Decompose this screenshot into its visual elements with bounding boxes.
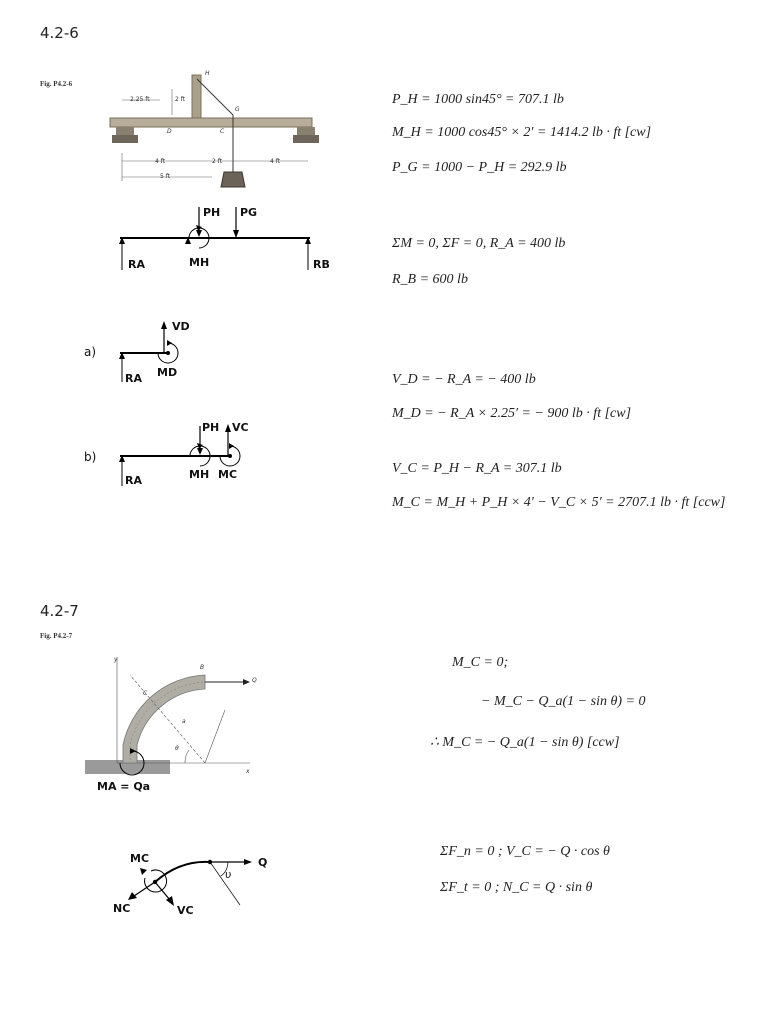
- section-number-4-2-7: 4.2-7: [40, 602, 79, 620]
- part-a-md-label: MD: [157, 366, 178, 379]
- figure-label-p4-2-6: Fig. P4.2-6: [40, 80, 73, 88]
- dim-4ft-right: 4 ft: [270, 158, 281, 165]
- equation-mc-zero: M_C = 0;: [452, 655, 509, 670]
- fbd2-mc-label: MC: [130, 852, 150, 865]
- part-a-tag: a): [84, 345, 97, 359]
- point-c: C: [220, 128, 225, 135]
- section-number-4-2-6: 4.2-6: [40, 24, 79, 42]
- part-a-ra-label: RA: [125, 372, 142, 385]
- dim-4ft-left: 4 ft: [155, 158, 166, 165]
- part-b-tag: b): [84, 450, 97, 464]
- fbd2-vc-label: VC: [177, 904, 194, 917]
- point-g: G: [235, 106, 240, 113]
- equation-mc-result: ∴ M_C = − Q_a(1 − sin θ) [ccw]: [430, 735, 620, 750]
- fbd-mh-label: MH: [189, 256, 210, 269]
- point-b: B: [200, 664, 205, 671]
- fbd-pg-label: PG: [240, 206, 258, 219]
- part-b-ra-label: RA: [125, 474, 142, 487]
- radius-a-label: a: [182, 718, 186, 725]
- part-a-vd-label: VD: [172, 320, 190, 333]
- equation-vc: V_C = P_H − R_A = 307.1 lb: [392, 461, 562, 476]
- part-b-ph-label: PH: [202, 421, 220, 434]
- axis-x-label: x: [246, 768, 250, 775]
- point-d: D: [167, 128, 172, 135]
- equation-mh: M_H = 1000 cos45° × 2′ = 1414.2 lb · ft [cw]: [392, 125, 652, 140]
- equation-vd: V_D = − R_A = − 400 lb: [392, 372, 536, 387]
- dim-2ft-vertical: 2 ft: [175, 96, 186, 103]
- part-b-vc-label: VC: [232, 421, 249, 434]
- equation-moment-balance: − M_C − Q_a(1 − sin θ) = 0: [481, 694, 646, 709]
- equation-rb: R_B = 600 lb: [392, 272, 468, 287]
- fbd-rb-label: RB: [313, 258, 330, 271]
- fbd2-nc-label: NC: [113, 902, 131, 915]
- ma-label: MA = Qa: [97, 780, 151, 793]
- equation-equilibrium: ΣM = 0, ΣF = 0, R_A = 400 lb: [392, 236, 566, 251]
- figure-label-p4-2-7: Fig. P4.2-7: [40, 632, 73, 640]
- dim-2-25ft: 2.25 ft: [130, 96, 150, 103]
- axis-y-label: y: [114, 656, 118, 663]
- load-q-label: Q: [252, 677, 257, 684]
- equation-ft: ΣF_t = 0 ; N_C = Q · sin θ: [440, 880, 593, 895]
- part-b-mc-label: MC: [218, 468, 238, 481]
- equation-mc: M_C = M_H + P_H × 4′ − V_C × 5′ = 2707.1 lb · ft [ccw]: [392, 495, 726, 510]
- equation-pg: P_G = 1000 − P_H = 292.9 lb: [392, 160, 567, 175]
- point-c-fig: C: [143, 690, 148, 697]
- fbd-ph-label: PH: [203, 206, 221, 219]
- equation-fn: ΣF_n = 0 ; V_C = − Q · cos θ: [440, 844, 610, 859]
- figure-p4-2-7: [85, 655, 255, 775]
- part-b-mh-label: MH: [189, 468, 210, 481]
- point-h: H: [205, 70, 210, 77]
- dim-2ft: 2 ft: [212, 158, 223, 165]
- fbd2-q-label: Q: [258, 856, 268, 869]
- fbd-ra-label: RA: [128, 258, 145, 271]
- equation-ph: P_H = 1000 sin45° = 707.1 lb: [392, 92, 564, 107]
- angle-theta-label: θ: [175, 745, 179, 752]
- equation-md: M_D = − R_A × 2.25′ = − 900 lb · ft [cw]: [392, 406, 632, 421]
- figure-p4-2-6: [100, 65, 330, 195]
- dim-5ft: 5 ft: [160, 173, 171, 180]
- fbd2-theta-label: υ: [225, 868, 232, 881]
